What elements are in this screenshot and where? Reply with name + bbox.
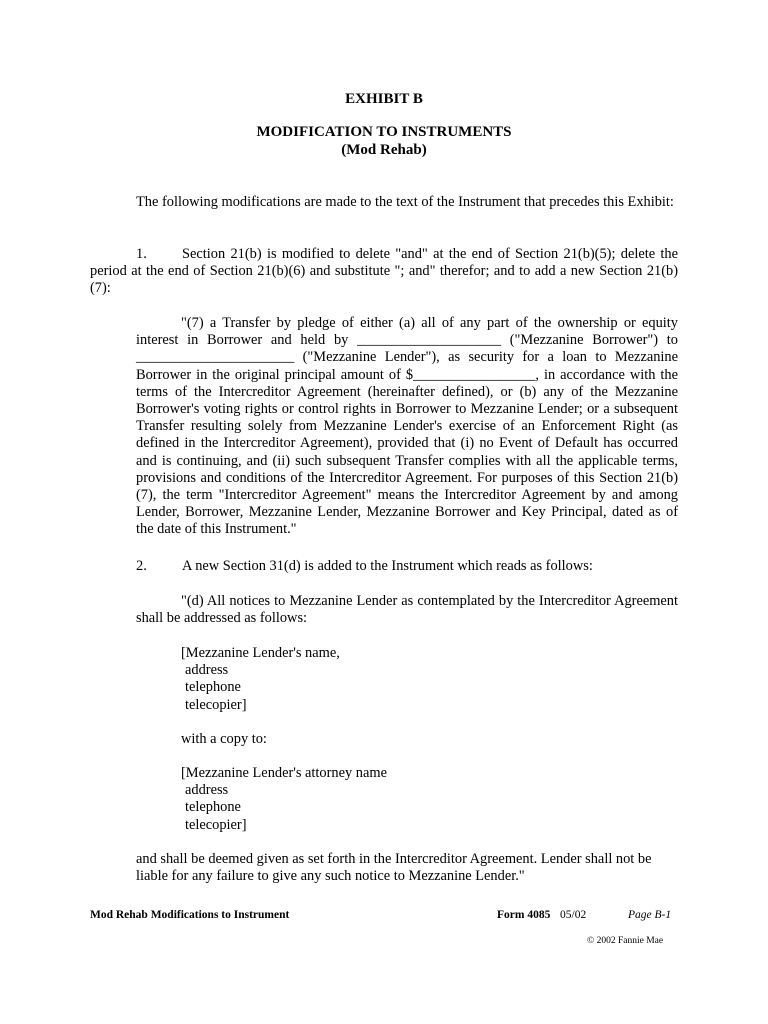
quoted-section-7: "(7) a Transfer by pledge of either (a) all of any part of the ownership or equity interest in Borrower and held by ____________________ ("Mezzanine Borrower") to ______________________ ("Mezzanine Lender"), as security for a loan to Mezzanine Borrower in the original principal amount of $_________________, in accordance with the terms of the Intercreditor Agreement (hereinafter defined), or (b) any of the Mezzanine Borrower's voting rights or control rights in Borrower to Mezzanine Lender; or a subsequent Transfer resulting solely from Mezzanine Lender's exercise of an Enforcement Right (as defined in the Intercreditor Agreement), provided that (i) no Event of Default has occurred and is continuing, and (ii) such subsequent Transfer complies with all the applicable terms, provisions and conditions of the Intercreditor Agreement. For purposes of this Section 21(b)(7), the term "Intercreditor Agreement" means the Intercreditor Agreement by and among Lender, Borrower, Mezzanine Lender, Mezzanine Borrower and Key Principal, dated as of the date of this Instrument." bbox=[136, 315, 678, 538]
footer-copyright: © 2002 Fannie Mae bbox=[587, 936, 664, 946]
copy-to-label: with a copy to: bbox=[181, 731, 267, 747]
address-line: address bbox=[185, 782, 229, 799]
attorney-address-block bbox=[181, 765, 387, 834]
address-line: telecopier] bbox=[185, 696, 247, 713]
address-line: telephone bbox=[185, 799, 241, 816]
address-line: [Mezzanine Lender's attorney name bbox=[181, 765, 387, 781]
section-2-number: 2. bbox=[136, 558, 147, 574]
section-1-text: Section 21(b) is modified to delete "and" at the end of Section 21(b)(5); delete the period at the end of Section 21(b)(6) and substitute "; and" therefor; and to add a new Section 21(b)(7): bbox=[90, 246, 678, 297]
lender-address-block bbox=[181, 645, 340, 714]
address-line: telecopier] bbox=[185, 816, 247, 833]
address-line: address bbox=[185, 662, 229, 679]
notice-paragraph: "(d) All notices to Mezzanine Lender as contemplated by the Intercreditor Agreement shall be addressed as follows: bbox=[136, 593, 678, 627]
footer-date: 05/02 bbox=[560, 909, 587, 921]
section-2-paragraph bbox=[136, 558, 678, 575]
address-line: telephone bbox=[185, 679, 241, 696]
document-subtitle: MODIFICATION TO INSTRUMENTS bbox=[256, 124, 512, 140]
section-2-text: A new Section 31(d) is added to the Instrument which reads as follows: bbox=[182, 558, 593, 574]
section-1-paragraph bbox=[90, 246, 678, 298]
address-line: [Mezzanine Lender's name, bbox=[181, 645, 340, 661]
exhibit-title: EXHIBIT B bbox=[345, 91, 423, 107]
intro-paragraph: The following modifications are made to the text of the Instrument that precedes this Exhibit: bbox=[136, 194, 674, 210]
footer-page-number: Page B-1 bbox=[628, 909, 672, 921]
document-subtitle-secondary: (Mod Rehab) bbox=[341, 142, 427, 158]
footer-form-number: Form 4085 bbox=[497, 909, 551, 921]
closing-paragraph: and shall be deemed given as set forth in the Intercreditor Agreement. Lender shall not be liable for any failure to give any such notice to Mezzanine Lender." bbox=[136, 851, 652, 885]
footer-document-name: Mod Rehab Modifications to Instrument bbox=[90, 909, 290, 921]
section-1-number: 1. bbox=[136, 246, 147, 262]
